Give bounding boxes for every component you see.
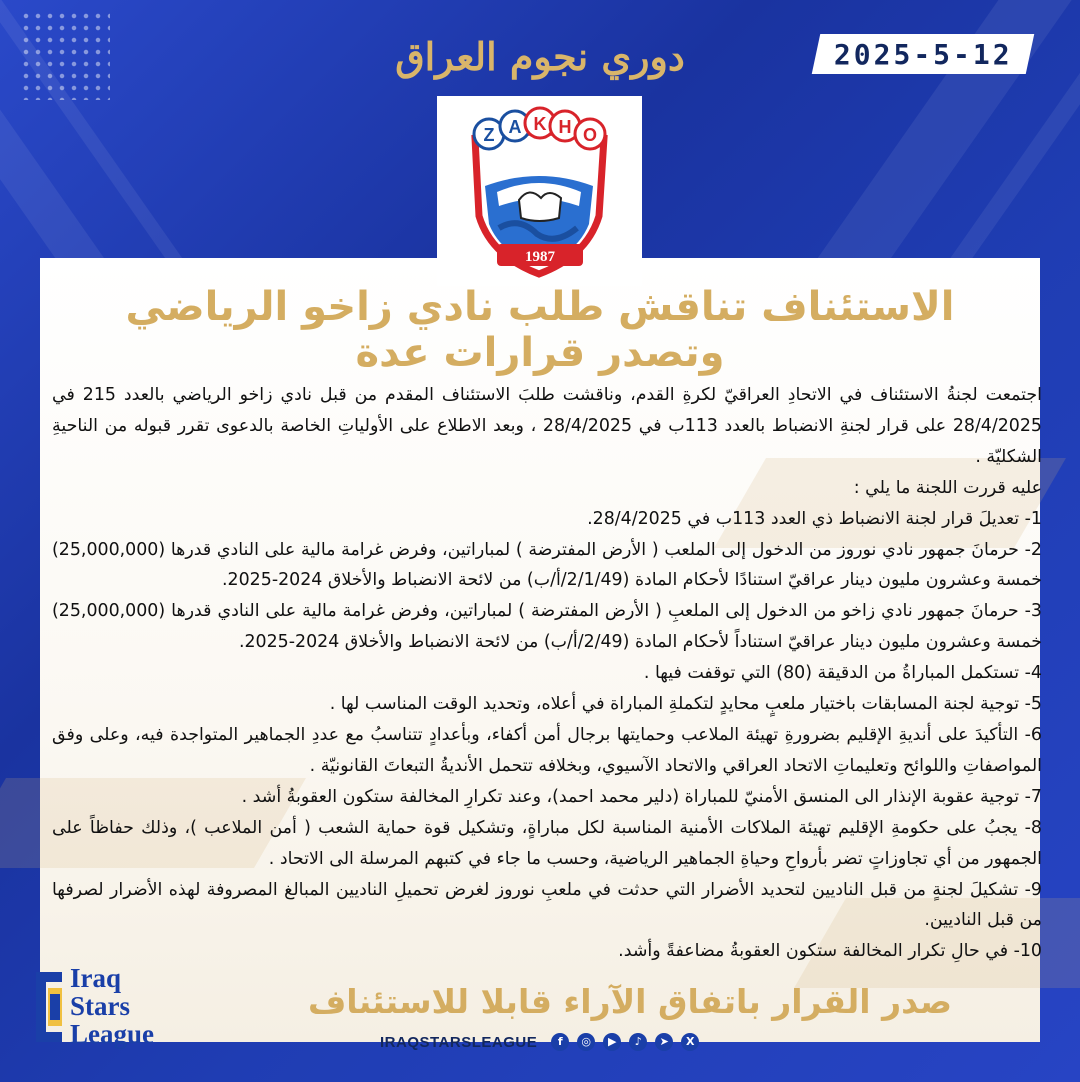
league-mark-icon [34,968,64,1046]
decision-item: 8- يجبُ على حكومةِ الإقليم تهيئة الملاكات الأمنية المناسبة لكل مباراةٍ، وتشكيل قوة حماية الشعب ( أمن الملاعب )، وذلك حفاظاً على الجمهور من أي تجاوزاتٍ تضر بأرواحِ وحياةِ الجماهير الرياضية، وحسب ما جاء في كتبهم المرسلة الى الاتحاد . [52,817,1042,869]
youtube-icon[interactable]: ▶ [603,1033,621,1051]
decision-item: 1- تعديلَ قرار لجنة الانضباط ذي العدد 113ب في 28/4/2025. [587,508,1042,529]
crest-letter: H [558,117,572,137]
decision-text [52,380,1042,967]
social-bar [380,1030,699,1054]
tiktok-icon[interactable]: ♪ [629,1033,647,1051]
instagram-icon[interactable]: ◎ [577,1033,595,1051]
x-icon[interactable]: X [681,1033,699,1051]
decision-item: 4- تستكمل المباراةُ من الدقيقة (80) التي توقفت فيها . [643,663,1042,684]
crest-year: 1987 [525,249,555,265]
decision-item: 9- تشكيلَ لجنةٍ من قبل الناديين لتحديد الأضرار التي حدثت في ملعبِ نوروز لغرض تحميلِ الناديين المبالغ المصروفة لهذه الأضرار لصرفها من قبل الناديين. [52,879,1042,931]
decision-item: 3- حرمانَ جمهور نادي زاخو من الدخول إلى الملعبِ ( الأرض المفترضة ) لمباراتين، وفرض غرامة مالية على النادي قدرها (25,000,000) خمسة وعشرون مليون دينار عراقيّ استناداً لأحكام المادة (2/49/أ/ب) من لائحة الانضباط والأخلاق 2024-2025. [52,601,1042,653]
headline-line-2: وتصدر قرارات عدة [355,330,725,376]
decided-line: عليه قررت اللجنة ما يلي : [853,477,1042,498]
social-handle[interactable]: IRAQSTARSLEAGUE [380,1033,538,1051]
league-wordmark [70,964,154,1048]
league-word: League [70,1019,154,1049]
telegram-icon[interactable]: ➤ [655,1033,673,1051]
crest-letter: Z [483,125,495,145]
crest-letter: O [582,125,598,145]
league-title: دوري نجوم العراق [395,34,685,79]
date-badge [812,34,1035,74]
zakho-crest [437,96,642,286]
decision-item: 2- حرمانَ جمهور نادي نوروز من الدخول إلى الملعب ( الأرض المفترضة ) لمباراتين، وفرض غرامة مالية على النادي قدرها (25,000,000) خمسة وعشرون مليون دينار عراقيّ استنادًا لأحكام المادة (2/1/49/أ/ب) من لائحة الانضباط والأخلاق 2024-2025. [52,539,1042,591]
date-text: 2025-5-12 [833,37,1013,71]
headline-line-1: الاستئناف تناقش طلب نادي زاخو الرياضي [125,284,955,330]
headline [0,284,1080,376]
league-word: Stars [70,991,130,1021]
decision-item: 10- في حالِ تكرار المخالفة ستكون العقوبةُ مضاعفةً وأشد. [618,941,1042,962]
decision-item: 7- توجية عقوبة الإنذار الى المنسق الأمنيّ للمباراة (دلير محمد احمد)، وعند تكرارِ المخالفة ستكون العقوبةُ أشد . [241,786,1042,807]
intro-paragraph: اجتمعت لجنةُ الاستئناف في الاتحادِ العراقيّ لكرةِ القدم، وناقشت طلبَ الاستئناف المقدم من قبل نادي زاخو الرياضي بالعدد 215 في 28/4/2025 على قرار لجنةِ الانضباط بالعدد 113ب في 28/4/2025 ، وبعد الاطلاع على الأولياتِ الخاصة بالدعوى تقرر قبوله من الناحيةِ الشكليّة . [52,385,1042,467]
verdict-text: صدر القرار باتفاق الآراء قابلا للاستئناف [307,982,953,1021]
league-word: Iraq [70,963,122,993]
decision-item: 5- توجية لجنة المسابقات باختيار ملعبٍ محايدٍ لتكملةِ المباراة في أعلاه، وتحديد الوقت المناسب لها . [329,694,1042,715]
iraq-stars-league-logo [34,964,184,1056]
crest-letter: A [508,117,522,137]
decision-item: 6- التأكيدَ على أنديةِ الإقليم بضرورةِ تهيئة الملاعب وحمايتها برجال أمن أكفاء، وبأعدادٍ تتناسبُ مع عددِ الجماهير المتواجدة فيه، وعلى وفق المواصفاتِ واللوائح وتعليماتِ الاتحاد العراقي والاتحاد الآسيوي، وبخلافه تتحمل الأنديةُ التبعاتَ القانونيّة . [52,724,1042,776]
facebook-icon[interactable]: f [551,1033,569,1051]
crest-letter: K [533,114,547,134]
club-logo [437,96,642,286]
